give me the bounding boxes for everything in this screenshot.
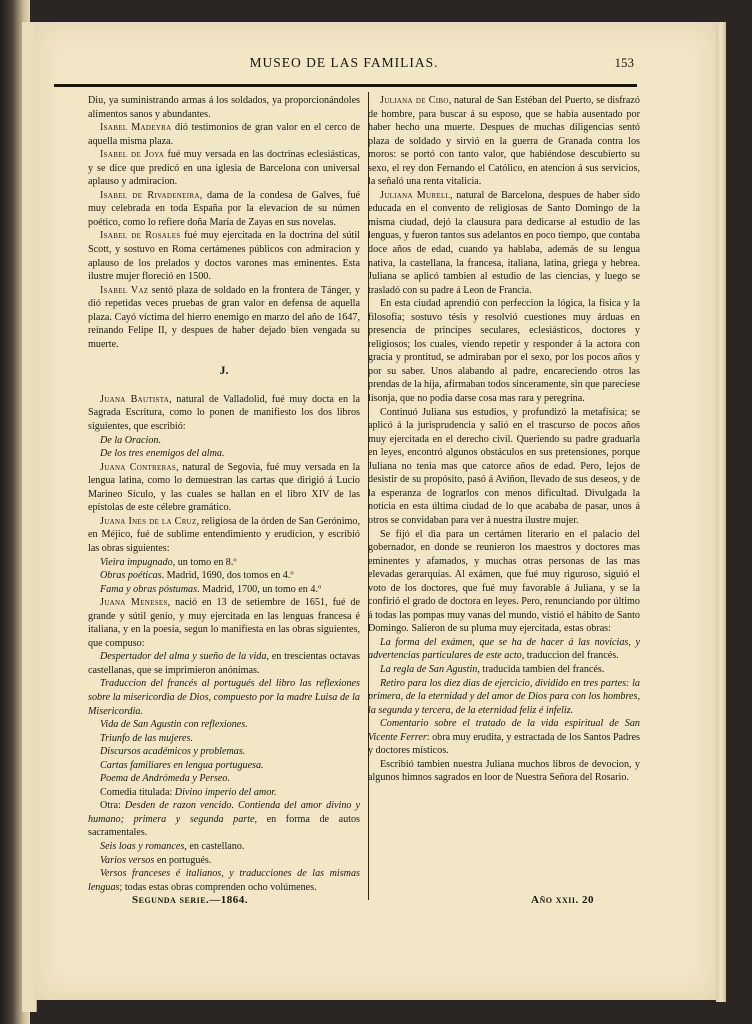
entry-name: Isabel de Rivadeneira xyxy=(100,189,200,201)
work-detail: ; todas estas obras comprenden ocho volúmenes. xyxy=(119,881,317,893)
work-title: La forma del exámen, que se ha de hacer á las novicias, y advertencias particulares de este acto xyxy=(368,636,640,662)
work-item xyxy=(88,583,360,597)
work-detail: , un tomo en 8.º xyxy=(172,556,237,568)
right-column xyxy=(368,94,640,785)
header-rule xyxy=(54,84,637,87)
entry-name: Juliana de Cibo xyxy=(380,95,449,106)
left-column xyxy=(88,94,360,894)
work-title: Obras poéticas xyxy=(100,570,162,582)
entry-text: , natural de Segovia, fué muy versada en la lengua latina, como lo demuestran las cartas que dirigió á Lucio Marineo Sículo, y las cuales se hallan en el libro XIV de las epístolas de este célebre gramático. xyxy=(88,461,360,514)
entry-isabel-de-rivadeneira xyxy=(88,189,360,230)
entry-juana-bautista xyxy=(88,393,360,434)
entry-name: Juana Contreras xyxy=(100,461,177,473)
work-item xyxy=(88,854,360,868)
entry-isabel-vaz xyxy=(88,284,360,352)
entry-juliana-murell xyxy=(368,189,640,297)
work-title: Versos franceses é italianos, y traducciones de las mismas lenguas xyxy=(88,868,360,893)
work-title: De los tres enemigos del alma. xyxy=(100,448,225,460)
work-detail: en portugués. xyxy=(154,854,212,866)
entry-text: , natural de Barcelona, despues de haber sido educada en el convento de religiosas de Santo Domingo de la misma ciudad, dejó la clausura para dedicarse al estudio de las lenguas, y fueron tantos sus adelantos en poco tiempo, que contaba doce años de edad, cuando ya hablaba, además de su lengua nativa, la castellana, la francesa, italiana, latina, griega y hebrea. Juliana se aplicó tambien al estudio de las ciencias, y luego se trasladó con su padre á Leon de Francia. xyxy=(368,189,640,296)
work-label: Otra: xyxy=(100,800,125,812)
work-item xyxy=(88,799,360,840)
work-item xyxy=(368,663,640,677)
work-item xyxy=(88,556,360,570)
work-title: Desden de razon vencido. Contienda del amor divino y humano; primera y segunda parte xyxy=(88,800,360,825)
work-title: Divino imperio del amor. xyxy=(174,786,277,798)
work-detail: , en trescientas octavas castellanas, que se imprimieron anónimas. xyxy=(88,651,360,676)
work-title: Traduccion del francés al portugués del libro las reflexiones sobre la misericordia de Dios, compuesto por la madre Luisa de la Misericordia. xyxy=(88,678,360,717)
work-detail: , en forma de autos sacramentales. xyxy=(88,813,360,839)
entry-text: , nació en 13 de setiembre de 1651, fué de grande y sútil genio, y muy ejercitada en las lenguas francesa é italiana, y en la poesía, segun lo manifiesta en las obras siguientes, que compuso: xyxy=(88,597,360,649)
entry-name: Juana Bautista xyxy=(100,393,170,405)
work-title: Comentario sobre el tratado de la vida espiritual de San Vicente Ferrer xyxy=(368,718,640,743)
work-title: Poema de Andrómeda y Perseo. xyxy=(100,773,230,785)
work-title: Cartas familiares en lengua portuguesa. xyxy=(100,759,264,771)
entry-text: fué muy versada en las doctrinas eclesiásticas, y se dice que predicó en una iglesia de Barcelona con universal aplauso y admiracion. xyxy=(88,149,360,188)
work-detail: : obra muy erudita, y estractada de los Santos Padres y doctores místicos. xyxy=(368,731,640,757)
work-item xyxy=(88,569,360,583)
work-title: Seis loas y romances xyxy=(100,840,185,852)
entry-name: Juliana Murell xyxy=(380,189,451,201)
work-title: Varios versos xyxy=(100,854,155,866)
running-header xyxy=(54,55,634,75)
work-item xyxy=(368,717,640,758)
work-item xyxy=(88,650,360,677)
entry-name: Juana Ines de la Cruz xyxy=(100,515,197,527)
entry-juana-ines xyxy=(88,515,360,556)
work-detail: . Madrid, 1690, dos tomos en 4.º xyxy=(161,570,294,582)
footer-series: Segunda serie.—1864. xyxy=(132,894,249,906)
entry-text: , religiosa de la órden de San Gerónimo, en Méjico, fué de sublime entendimiento y erudicion, y escribió las obras siguientes: xyxy=(88,515,360,554)
journal-title: MUSEO DE LAS FAMILIAS. xyxy=(249,55,439,70)
entry-text: , natural de San Estéban del Puerto, se disfrazó de hombre, para buscar á su esposo, que se había ausentado por haber hecho una muerte. Despues de muchas diligencias sentó plaza de soldado y sirvió en la guerra de Granada contra los moros: se portó con tanto valor, que habiéndose descubierto su sexo, el rey don Fernando el Católico, en atencion á sus servicios, la señaló una renta vitalicia. xyxy=(368,95,640,188)
entry-juliana-de-cibo xyxy=(368,94,640,189)
work-title: Triunfo de las mujeres. xyxy=(100,732,194,744)
work-detail: . Madrid, 1700, un tomo en 4.º xyxy=(197,583,322,595)
work-title: Discursos académicos y problemas. xyxy=(100,746,246,758)
section-letter: J. xyxy=(219,363,229,378)
entry-juana-contreras xyxy=(88,461,360,515)
page-number: 153 xyxy=(614,55,634,70)
work-detail: , traducida tambien del francés. xyxy=(477,663,605,675)
work-title: Vida de San Agustin con reflexiones. xyxy=(100,719,248,731)
entry-text: sentó plaza de soldado en la frontera de Tánger, y dió repetidas veces pruebas de gran valor en defensa de aquella plaza. Cayó víctima del hierro enemigo en marzo del año de 1647, reinando Felipe II, y despues de haber dejado bien vengada su muerte. xyxy=(88,284,360,350)
work-title: Fama y obras póstumas xyxy=(100,583,198,595)
entry-text: , natural de Valladolid, fué muy docta en la Sagrada Escritura, como lo ponen de manifiesto los dos libros siguientes, que escribió: xyxy=(88,393,360,433)
paragraph: En esta ciudad aprendió con perfeccion la lógica, la física y la filosofía; sostuvo tésis y resolvió cuestiones muy árduas en presencia de príncipes seculares, eclesiásticos, doctores y religiosos; los cuales, viendo repetir y responder á la actora con gracia y prontitud, se admiraban por el sexo, por los pocos años y por su saber. Unos alabando al padre, encareciendo otros las prendas de la hija, afirmaban todos sinceramente, sin que pareciese lisonja, que no podia darse cosa mas rara y peregrina. xyxy=(368,298,640,405)
paragraph: Escribió tambien nuestra Juliana muchos libros de devocion, y algunos himnos sagrados en loor de Nuestra Señora del Rosario. xyxy=(368,758,640,784)
entry-isabel-de-joya xyxy=(88,148,360,189)
entry-text: dió testimonios de gran valor en el cerco de aquella misma plaza. xyxy=(88,122,360,147)
work-item xyxy=(88,840,360,854)
paragraph: Se fijó el dia para un certámen literario en el palacio del gobernador, en donde se reunieron los maestros y doctores mas eminentes y afamados, y muchas otras personas de las mas elevadas gerarquías. Al exámen, que fué muy riguroso, siguió el voto de los doctores, que fué muy favorable á Juliana, y se la confirió el grado de doctora en leyes. Pero, renunciando por último á todas las pompas muy vanas del mundo, vistió el hábito de Santo Domingo. Salieron de su pluma muy ejercitada, estas obras: xyxy=(368,528,640,635)
work-item xyxy=(368,636,640,663)
paragraph: Diu, ya suministrando armas á los soldados, ya proporcionándoles alimentos sanos y abundantes. xyxy=(88,95,360,120)
work-item xyxy=(88,867,360,894)
page-stack-edge xyxy=(716,22,726,1002)
entry-name: Isabel Madeyra xyxy=(100,122,172,134)
work-detail: , en castellano. xyxy=(184,840,245,852)
work-detail: , traduccion del francés. xyxy=(521,650,619,662)
entry-isabel-madeyra xyxy=(88,121,360,148)
work-label: Comedia titulada: xyxy=(100,786,175,798)
work-title: Despertador del alma y sueño de la vida xyxy=(100,651,267,663)
entry-text: , dama de la condesa de Galves, fué muy celebrada en toda España por la elevacion de su númen poético, como lo refiere doña María de Zayas en sus novelas. xyxy=(88,189,360,228)
entry-isabel-de-rosales xyxy=(88,229,360,283)
work-title: De la Oracion. xyxy=(100,434,162,446)
work-item xyxy=(88,786,360,800)
entry-name: Juana Meneses xyxy=(100,597,168,609)
work-title: Retiro para los diez dias de ejercicio, dividido en tres partes: la primera, de la eternidad y del amor de Dios para con los hombres, la segunda y tercera, de la eternidad feliz é infeliz. xyxy=(368,677,640,716)
entry-name: Isabel de Joya xyxy=(100,149,165,161)
work-title: Vieira impugnado xyxy=(100,556,173,568)
paragraph: Continuó Juliana sus estudios, y profundizó la metafísica; se aplicó á la jurisprudencia y salió en el trascurso de pocos años muy ejercitada en el derecho civil. Queriendo su padre graduarla en leyes, encontró algunos obstáculos en sus pretensiones, porque Juliana no tenia mas que catorce años de edad. Pero, lejos de desistir de su propósito, pasó á Aviñon, llevado de sus deseos, y de la esperanza de lograrlos con menos dificultad. Divulgada la noticia en esta última ciudad de lo que acababa de pasar, unos á otros se convidaban para ver á nuestra ilustre mujer. xyxy=(368,406,640,526)
entry-name: Isabel de Rosales xyxy=(100,230,181,242)
entry-juana-meneses xyxy=(88,596,360,650)
entry-text: fué muy ejercitada en la doctrina del sútil Scott, y sostuvo en Roma certámenes públicos con admiracion y aplauso de los prelados y doctos varones mas eminentes. Esta ilustre mujer floreció en 1500. xyxy=(88,230,360,283)
footer-volume: Año xxii. 20 xyxy=(531,894,594,906)
work-title: La regla de San Agustin xyxy=(380,663,478,675)
entry-name: Isabel Vaz xyxy=(100,284,149,296)
